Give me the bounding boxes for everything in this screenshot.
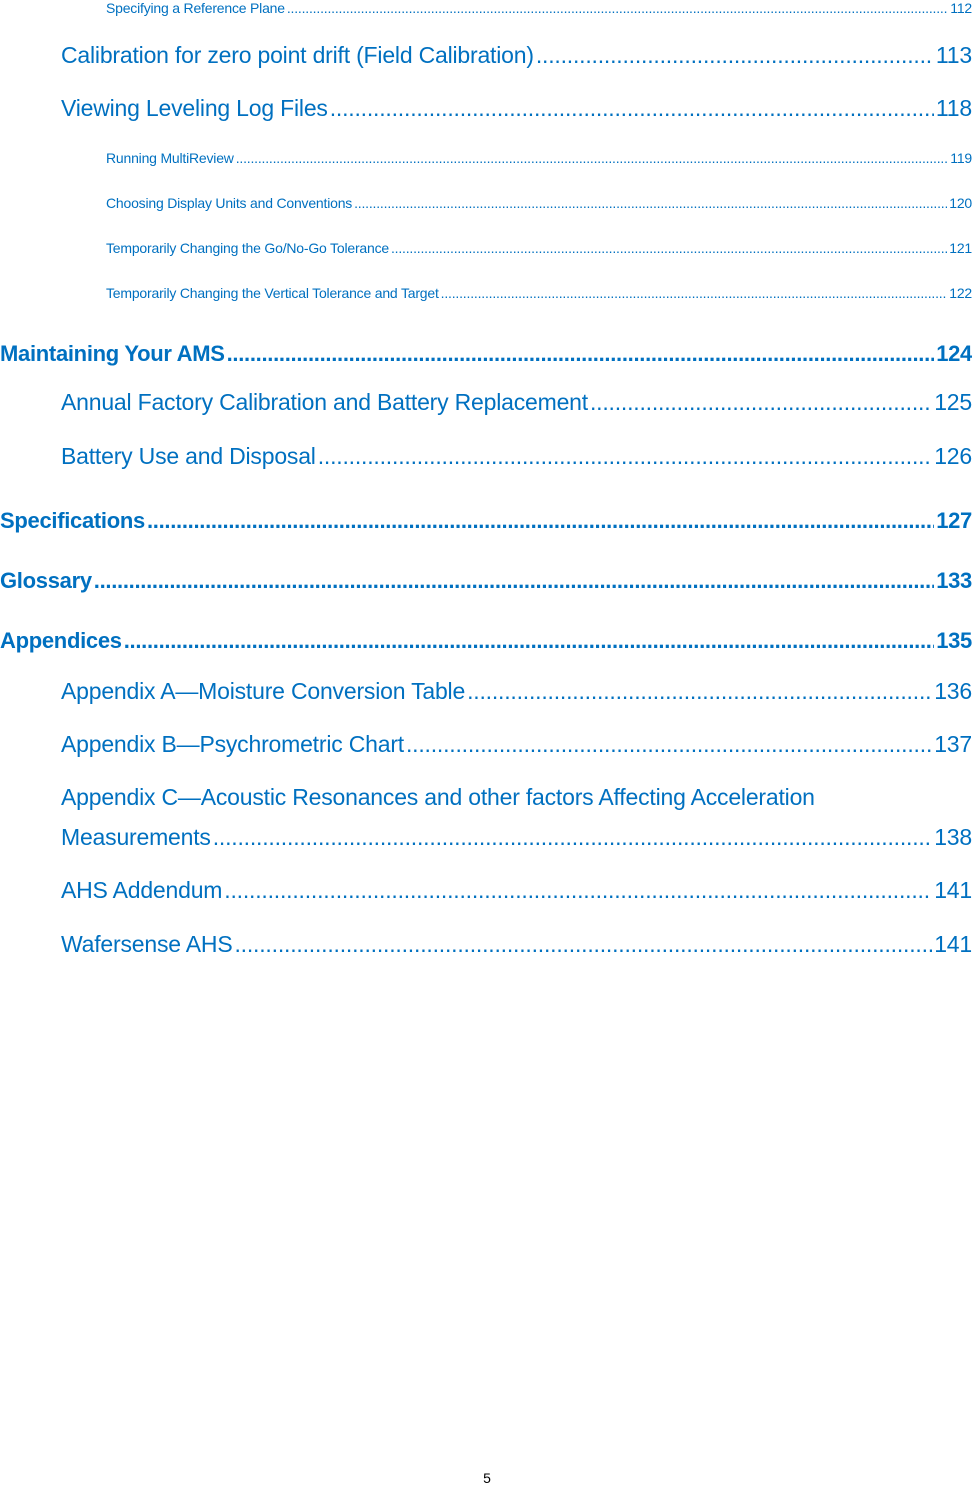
toc-chapter-glossary[interactable] <box>0 568 972 594</box>
toc-entry-title: Appendix B—Psychrometric Chart <box>61 731 404 757</box>
toc-dot-leader <box>406 731 932 758</box>
toc-entry-ahs-addendum[interactable] <box>61 877 972 904</box>
toc-entry-page: 124 <box>936 341 972 366</box>
page-number: 5 <box>483 1470 491 1486</box>
toc-entry-go-no-go-tolerance[interactable] <box>106 240 972 256</box>
toc-entry-page: 133 <box>936 568 972 593</box>
toc-entry-page: 138 <box>934 824 972 850</box>
toc-entry-title: Viewing Leveling Log Files <box>61 95 328 121</box>
toc-entry-page: 141 <box>934 931 972 957</box>
toc-dot-leader <box>124 628 934 654</box>
toc-entry-page: 113 <box>935 42 972 68</box>
toc-dot-leader <box>236 150 949 166</box>
toc-entry-page: 122 <box>949 285 972 301</box>
toc-entry-title: AHS Addendum <box>61 877 223 903</box>
toc-entry-page: 135 <box>936 628 972 653</box>
toc-entry-page: 121 <box>949 240 972 256</box>
toc-dot-leader <box>391 240 947 256</box>
toc-entry-title: Annual Factory Calibration and Battery Replacement <box>61 389 588 415</box>
toc-entry-page: 119 <box>950 150 972 166</box>
toc-entry-appendix-c[interactable] <box>61 824 972 851</box>
toc-entry-title: Specifying a Reference Plane <box>106 0 285 16</box>
toc-entry-title: Glossary <box>0 568 92 593</box>
toc-entry-title: Temporarily Changing the Vertical Tolerance and Target <box>106 285 439 301</box>
toc-chapter-maintaining-your-ams[interactable] <box>0 341 972 367</box>
toc-entry-display-units[interactable] <box>106 195 972 211</box>
toc-entry-page: 127 <box>936 508 972 533</box>
toc-entry-appendix-b[interactable] <box>61 731 972 758</box>
toc-entry-title: Measurements <box>61 824 211 850</box>
toc-entry-title: Choosing Display Units and Conventions <box>106 195 353 211</box>
toc-entry-title: Appendix A—Moisture Conversion Table <box>61 678 466 704</box>
toc-entry-page: 126 <box>934 443 972 469</box>
toc-dot-leader <box>213 824 933 851</box>
toc-entry-title: Calibration for zero point drift (Field Calibration) <box>61 42 534 68</box>
toc-entry-battery-use-disposal[interactable] <box>61 443 972 470</box>
toc-dot-leader <box>467 678 932 705</box>
toc-entry-page: 118 <box>935 95 972 121</box>
toc-dot-leader <box>354 195 947 211</box>
toc-entry-title: Maintaining Your AMS <box>0 341 225 366</box>
toc-entry-appendix-a[interactable] <box>61 678 972 705</box>
toc-dot-leader <box>224 877 932 904</box>
toc-entry-wafersense-ahs[interactable] <box>61 931 972 958</box>
toc-entry-title: Appendices <box>0 628 122 653</box>
toc-dot-leader <box>330 95 934 122</box>
toc-entry-annual-factory-calibration[interactable] <box>61 389 972 416</box>
toc-dot-leader <box>287 0 948 16</box>
toc-entry-page: 141 <box>934 877 972 903</box>
toc-chapter-appendices[interactable] <box>0 628 972 654</box>
toc-dot-leader <box>590 389 932 416</box>
toc-entry-appendix-c-line1[interactable]: Appendix C—Acoustic Resonances and other factors Affecting Acceleration <box>61 784 815 810</box>
toc-entry-specifying-reference-plane[interactable] <box>106 0 972 16</box>
toc-entry-page: 112 <box>950 0 972 16</box>
toc-dot-leader <box>147 508 934 534</box>
toc-dot-leader <box>536 42 934 69</box>
toc-entry-title: Wafersense AHS <box>61 931 233 957</box>
toc-entry-title: Specifications <box>0 508 145 533</box>
toc-entry-running-multireview[interactable] <box>106 150 972 166</box>
toc-dot-leader <box>234 931 932 958</box>
toc-chapter-specifications[interactable] <box>0 508 972 534</box>
toc-entry-title: Battery Use and Disposal <box>61 443 316 469</box>
toc-entry-viewing-leveling-log-files[interactable] <box>61 95 972 122</box>
toc-entry-page: 136 <box>934 678 972 704</box>
toc-dot-leader <box>318 443 933 470</box>
toc-dot-leader <box>94 568 934 594</box>
toc-entry-title: Temporarily Changing the Go/No-Go Tolerance <box>106 240 389 256</box>
toc-entry-title: Running MultiReview <box>106 150 234 166</box>
toc-entry-field-calibration[interactable] <box>61 42 972 69</box>
toc-dot-leader <box>441 285 948 301</box>
toc-entry-vertical-tolerance[interactable] <box>106 285 972 301</box>
toc-entry-page: 137 <box>934 731 972 757</box>
toc-dot-leader <box>227 341 935 367</box>
toc-entry-page: 125 <box>934 389 972 415</box>
toc-entry-page: 120 <box>949 195 972 211</box>
